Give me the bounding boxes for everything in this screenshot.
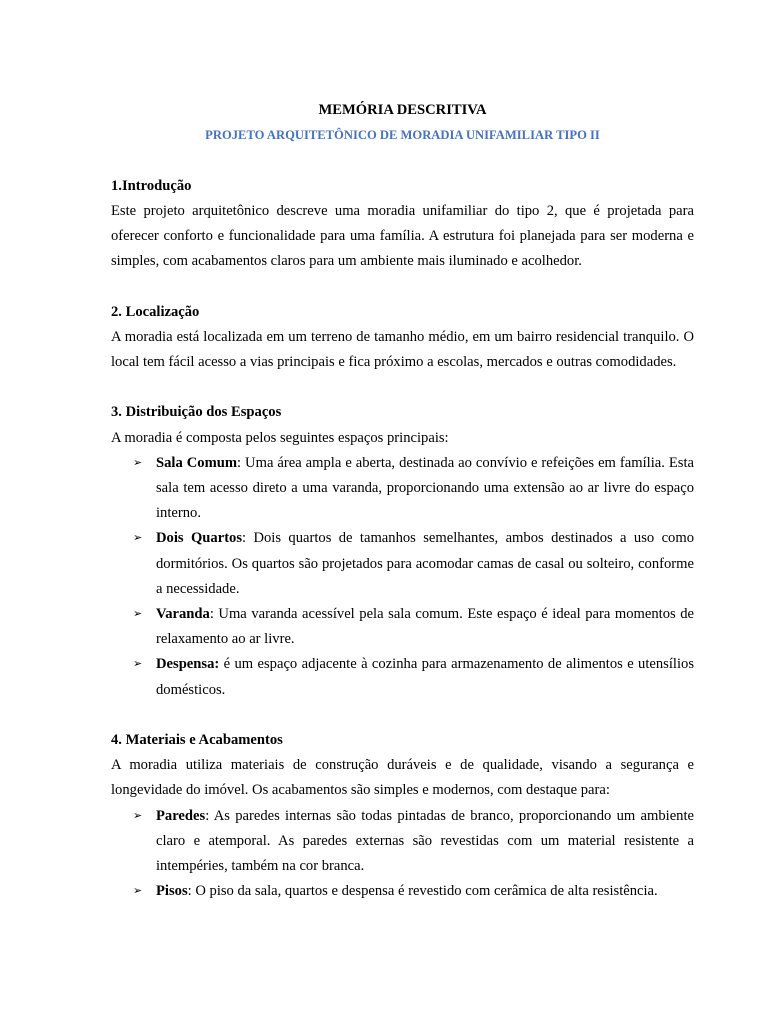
list-item-text: : Uma varanda acessível pela sala comum. Este espaço é ideal para momentos de relaxamento ao ar livre. [156,606,694,648]
list-item-text: : As paredes internas são todas pintadas de branco, proporcionando um ambiente claro e atemporal. As paredes externas são revestidas com um material resistente a intempéries, também na cor branca. [156,807,694,875]
section-heading: 2. Localização [111,303,200,320]
arrowhead-bullet-icon: ➢ [133,532,143,545]
section-paragraph: A moradia está localizada em um terreno de tamanho médio, em um bairro residencial tranquilo. O local tem fácil acesso a vias principais e fica próximo a escolas, mercados e outras comodidades. [111,328,694,370]
list-item-text: : Dois quartos de tamanhos semelhantes, ambos destinados a uso como dormitórios. Os quartos são projetados para acomodar camas de casal ou solteiro, conforme a necessidade. [156,530,694,597]
list-item-term: Despensa: [156,656,220,673]
list-item-term: Varanda [156,606,210,623]
spacer [111,375,694,400]
list-item [111,526,694,602]
list-item [111,652,694,702]
section-paragraph: A moradia utiliza materiais de construção duráveis e de qualidade, visando a segurança e longevidade do imóvel. Os acabamentos são simples e modernos, com destaque para: [111,757,694,799]
arrowhead-bullet-icon: ➢ [133,456,143,469]
spacer [111,148,694,173]
list-item [111,451,694,527]
list-item-term: Paredes [156,807,206,824]
document-subtitle: PROJETO ARQUITETÔNICO DE MORADIA UNIFAMILIAR TIPO II [205,128,600,143]
section-location [111,300,694,376]
list-item-term: Dois Quartos [156,530,243,547]
document-title: MEMÓRIA DESCRITIVA [318,102,487,118]
list-item [111,602,694,652]
section-materials [111,728,694,904]
spacer [111,703,694,728]
bullet-list [111,451,694,703]
list-item-text: é um espaço adjacente à cozinha para armazenamento de alimentos e utensílios domésticos. [156,656,694,698]
section-introduction [111,174,694,275]
list-item-text: : Uma área ampla e aberta, destinada ao convívio e refeições em família. Esta sala tem acesso direto a uma varanda, proporcionando uma extensão ao ar livre do espaço interno. [156,454,694,522]
spacer [111,274,694,299]
list-item-term: Sala Comum [156,454,238,471]
arrowhead-bullet-icon: ➢ [133,608,143,621]
document-page [111,98,694,904]
section-paragraph: Este projeto arquitetônico descreve uma moradia unifamiliar do tipo 2, que é projetada para oferecer conforto e funcionalidade para uma família. A estrutura foi planejada para ser moderna e simples, com acabamentos claros para um ambiente mais iluminado e acolhedor. [111,202,694,270]
section-spaces [111,400,694,702]
section-heading: 1.Introdução [111,177,192,194]
bullet-list [111,804,694,905]
arrowhead-bullet-icon: ➢ [133,809,143,822]
list-item-term: Pisos [156,883,188,900]
list-item [111,804,694,880]
arrowhead-bullet-icon: ➢ [133,885,143,898]
list-item-text: : O piso da sala, quartos e despensa é revestido com cerâmica de alta resistência. [187,883,658,900]
list-item [111,879,694,904]
section-paragraph: A moradia é composta pelos seguintes espaços principais: [111,429,449,446]
section-heading: 4. Materiais e Acabamentos [111,732,283,749]
section-heading: 3. Distribuição dos Espaços [111,404,282,421]
arrowhead-bullet-icon: ➢ [133,658,143,671]
